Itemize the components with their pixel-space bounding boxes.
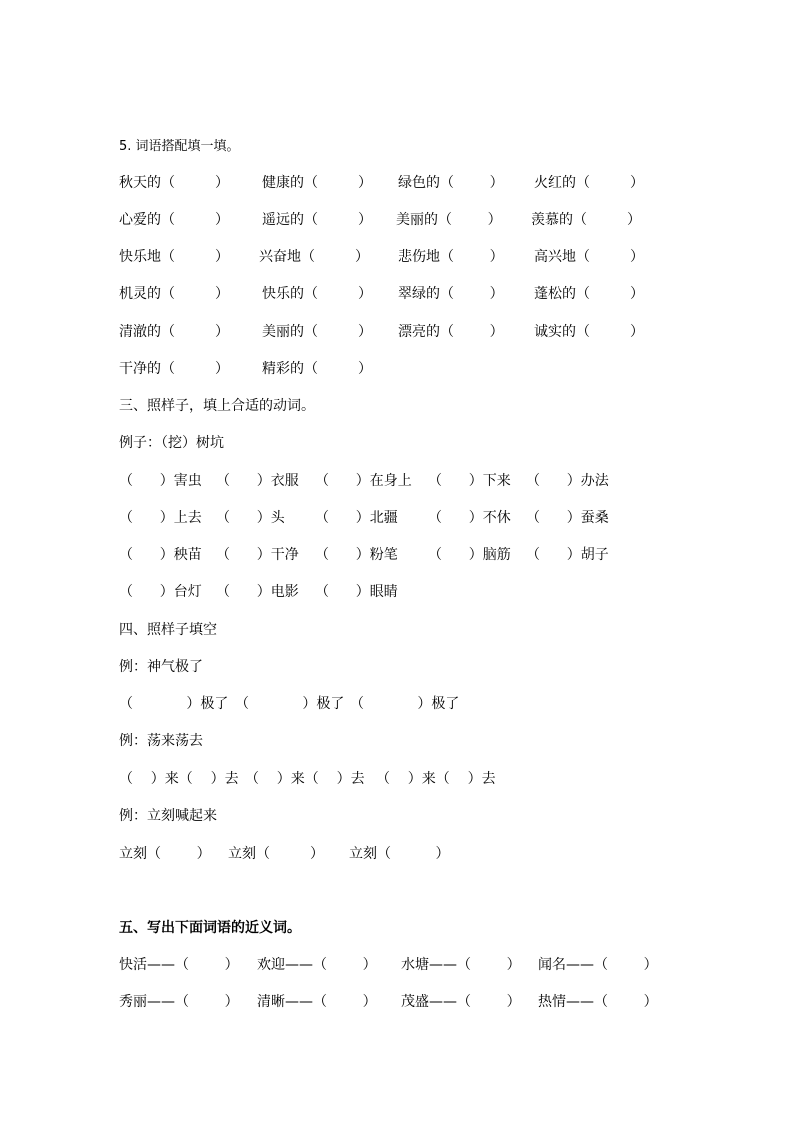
collocation-item: 火红的（ ）	[534, 175, 645, 191]
collocation-item: 干净的（ ）	[119, 361, 230, 377]
verb-blank-item: （ ）蚕桑	[526, 510, 609, 526]
verb-blank-item: （ ）下来	[428, 473, 511, 489]
synonym-item: 茂盛——（ ）	[401, 994, 521, 1010]
verb-blank-item: （ ）秧苗	[119, 547, 202, 563]
verb-blank-item: （ ）干净	[216, 547, 299, 563]
section-4-example-1: 例：神气极了	[119, 659, 203, 675]
collocation-item: 漂亮的（ ）	[398, 324, 504, 340]
collocation-item: 美丽的（ ）	[396, 212, 502, 228]
verb-blank-item: （ ）电影	[216, 584, 299, 600]
section-3-title: 三、照样子，填上合适的动词。	[119, 398, 315, 414]
verb-blank-item: （ ）在身上	[315, 473, 412, 489]
collocation-item: 翠绿的（ ）	[398, 286, 504, 302]
collocation-item: 绿色的（ ）	[398, 175, 504, 191]
verb-blank-item: （ ）眼睛	[315, 584, 398, 600]
verb-blank-item: （ ）台灯	[119, 584, 202, 600]
collocation-item: 遥远的（ ）	[262, 212, 373, 228]
section-4-example-2: 例：荡来荡去	[119, 733, 203, 749]
blank-item: 立刻（ ）	[119, 846, 211, 862]
verb-blank-item: （ ）北疆	[315, 510, 398, 526]
section-5b-title: 五、写出下面词语的近义词。	[119, 920, 301, 936]
collocation-item: 羡慕的（ ）	[531, 212, 642, 228]
verb-blank-item: （ ）害虫	[119, 473, 202, 489]
synonym-item: 清晰——（ ）	[257, 994, 377, 1010]
collocation-item: 快乐地（ ）	[119, 249, 230, 265]
collocation-item: 悲伤地（ ）	[398, 249, 504, 265]
section-5-title: 5. 词语搭配填一填。	[119, 139, 240, 154]
collocation-item: 诚实的（ ）	[534, 324, 645, 340]
blank-item: （ ）极了	[350, 696, 460, 712]
verb-blank-item: （ ）衣服	[216, 473, 299, 489]
blank-item: （ ）来（ ）去	[119, 771, 239, 787]
collocation-item: 机灵的（ ）	[119, 286, 230, 302]
section-3-example: 例子：（挖）树坑	[119, 435, 224, 451]
blank-item: 立刻（ ）	[349, 846, 450, 862]
collocation-item: 清澈的（ ）	[119, 324, 230, 340]
collocation-item: 高兴地（ ）	[534, 249, 645, 265]
synonym-item: 闻名——（ ）	[538, 957, 658, 973]
blank-item: （ ）来（ ）去	[245, 771, 365, 787]
blank-item: （ ）极了	[235, 696, 345, 712]
verb-blank-item: （ ）胡子	[526, 547, 609, 563]
synonym-item: 秀丽——（ ）	[119, 994, 239, 1010]
collocation-item: 蓬松的（ ）	[534, 286, 645, 302]
section-4-title: 四、照样子填空	[119, 622, 217, 638]
blank-item: （ ）来（ ）去	[376, 771, 496, 787]
verb-blank-item: （ ）上去	[119, 510, 202, 526]
collocation-item: 兴奋地（ ）	[259, 249, 370, 265]
synonym-item: 水塘——（ ）	[401, 957, 521, 973]
collocation-item: 美丽的（ ）	[262, 324, 373, 340]
blank-item: （ ）极了	[119, 696, 229, 712]
verb-blank-item: （ ）不休	[428, 510, 511, 526]
verb-blank-item: （ ）办法	[526, 473, 609, 489]
collocation-item: 秋天的（ ）	[119, 175, 230, 191]
synonym-item: 热情——（ ）	[538, 994, 658, 1010]
blank-item: 立刻（ ）	[228, 846, 325, 862]
synonym-item: 欢迎——（ ）	[257, 957, 377, 973]
synonym-item: 快活——（ ）	[119, 957, 239, 973]
collocation-item: 快乐的（ ）	[262, 286, 373, 302]
section-4-example-3: 例：立刻喊起来	[119, 808, 217, 824]
collocation-item: 心爱的（ ）	[119, 212, 230, 228]
collocation-item: 精彩的（ ）	[262, 361, 373, 377]
verb-blank-item: （ ）头	[216, 510, 285, 526]
collocation-item: 健康的（ ）	[262, 175, 373, 191]
verb-blank-item: （ ）粉笔	[315, 547, 398, 563]
verb-blank-item: （ ）脑筋	[428, 547, 511, 563]
